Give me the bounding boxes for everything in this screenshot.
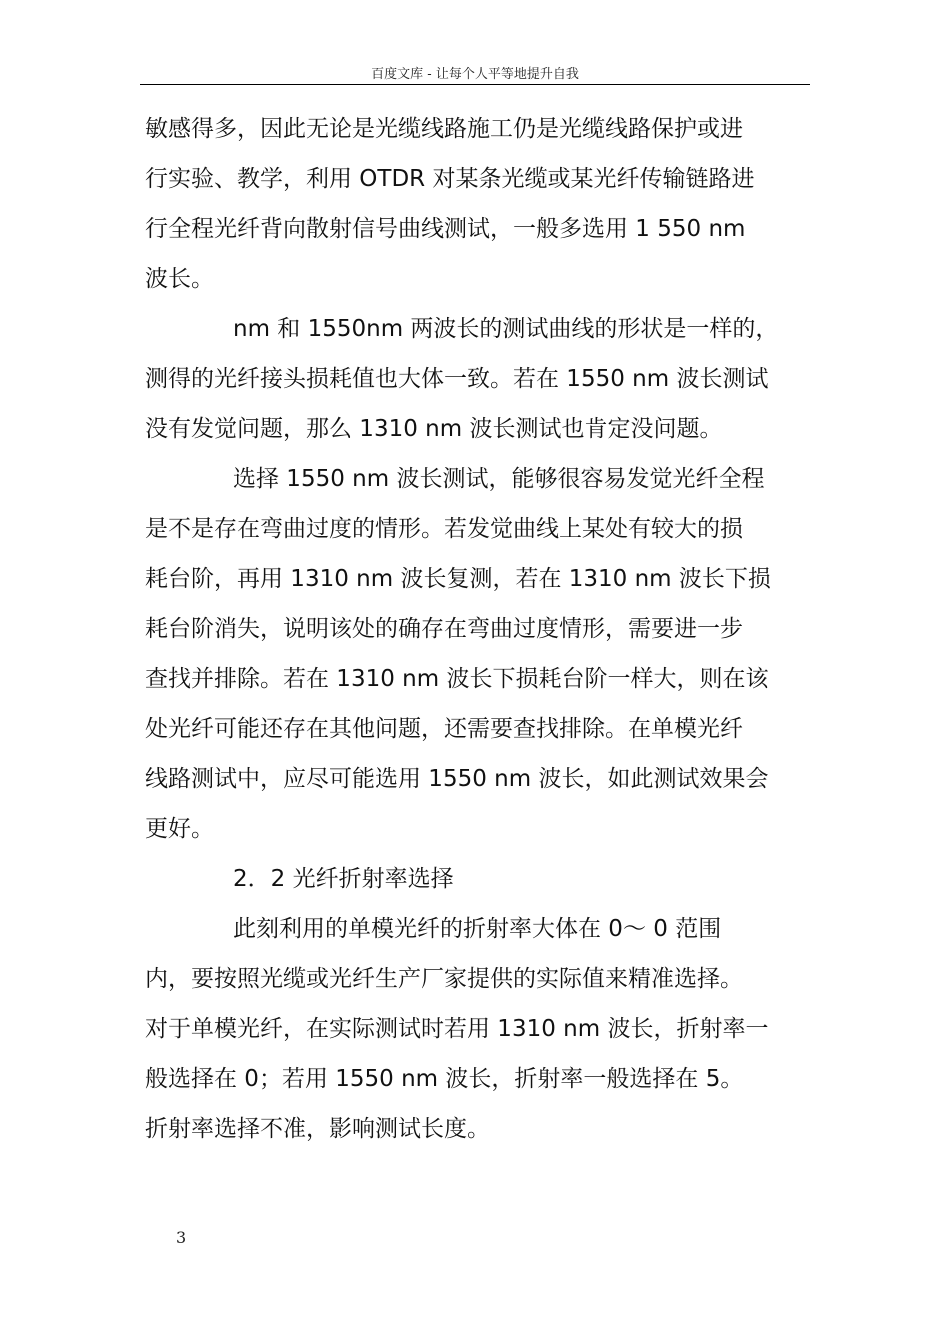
paragraph-line: 此刻利用的单模光纤的折射率大体在 0～ 0 范围	[233, 916, 722, 942]
paragraph-line: 对于单模光纤，在实际测试时若用 1310 nm 波长，折射率一	[145, 1016, 769, 1042]
paragraph-line: 是不是存在弯曲过度的情形。若发觉曲线上某处有较大的损	[145, 516, 743, 542]
paragraph-line: 内，要按照光缆或光纤生产厂家提供的实际值来精准选择。	[145, 966, 743, 992]
paragraph-line: 耗台阶消失，说明该处的确存在弯曲过度情形，需要进一步	[145, 616, 743, 642]
paragraph-line: 测得的光纤接头损耗值也大体一致。若在 1550 nm 波长测试	[145, 366, 769, 392]
document-body	[145, 104, 810, 1154]
page-number: 3	[176, 1228, 187, 1247]
section-heading: 2．2 光纤折射率选择	[233, 866, 454, 892]
paragraph-line: 波长。	[145, 266, 214, 292]
paragraph-line: 选择 1550 nm 波长测试，能够很容易发觉光纤全程	[233, 466, 765, 492]
paragraph-line: 行全程光纤背向散射信号曲线测试，一般多选用 1 550 nm	[145, 216, 746, 242]
paragraph-line: 般选择在 0；若用 1550 nm 波长，折射率一般选择在 5。	[145, 1066, 744, 1092]
paragraph-line: 线路测试中，应尽可能选用 1550 nm 波长，如此测试效果会	[145, 766, 769, 792]
paragraph-line: nm 和 1550nm 两波长的测试曲线的形状是一样的，	[233, 316, 779, 342]
paragraph-line: 查找并排除。若在 1310 nm 波长下损耗台阶一样大，则在该	[145, 666, 769, 692]
header-divider	[140, 84, 810, 85]
page-header: 百度文库 - 让每个人平等地提升自我	[371, 67, 579, 82]
paragraph-line: 处光纤可能还存在其他问题，还需要查找排除。在单模光纤	[145, 716, 743, 742]
paragraph-line: 耗台阶，再用 1310 nm 波长复测，若在 1310 nm 波长下损	[145, 566, 771, 592]
paragraph-line: 更好。	[145, 816, 214, 842]
paragraph-line: 行实验、教学，利用 OTDR 对某条光缆或某光纤传输链路进	[145, 166, 755, 192]
paragraph-line: 没有发觉问题，那么 1310 nm 波长测试也肯定没问题。	[145, 416, 723, 442]
paragraph-line: 敏感得多，因此无论是光缆线路施工仍是光缆线路保护或进	[145, 116, 743, 142]
paragraph-line: 折射率选择不准，影响测试长度。	[145, 1116, 490, 1142]
